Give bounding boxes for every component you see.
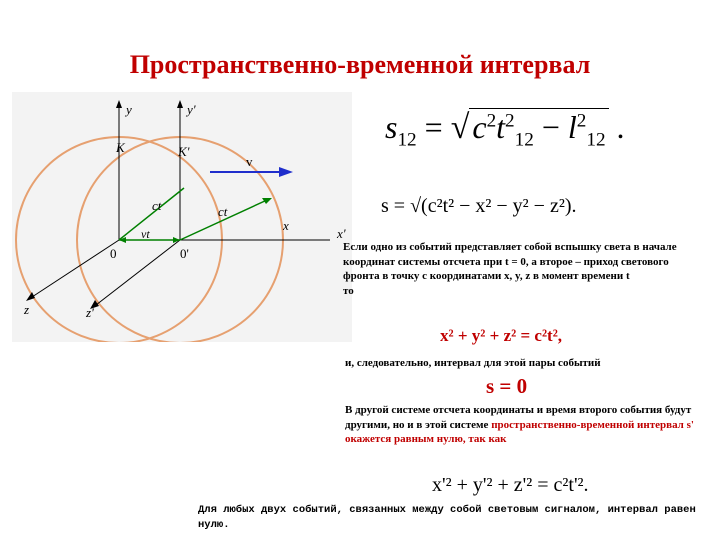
diagram-background — [12, 92, 352, 342]
label-origin: 0 — [110, 246, 117, 261]
label-ct-left: ct — [152, 198, 162, 213]
paragraph-interval: и, следовательно, интервал для этой пары событий — [345, 357, 601, 369]
lightcone-diagram — [12, 92, 352, 342]
label-y: y — [126, 102, 132, 117]
label-k: K — [116, 140, 125, 155]
label-ct-right: ct — [218, 204, 228, 219]
page-title: Пространственно-временной интервал — [129, 50, 591, 79]
formula-s12: $s_{12} = √c^2t^2_{12} - l^2_{12}$ . — [385, 109, 625, 151]
label-z-prime: z' — [86, 305, 94, 320]
label-vt: vt — [141, 227, 150, 241]
label-origin-prime: 0' — [180, 246, 189, 261]
label-x-prime: x' — [337, 226, 346, 241]
label-z: z — [24, 302, 30, 317]
label-velocity: v — [246, 154, 253, 169]
label-k-prime: K' — [178, 144, 190, 159]
formula-prime-sphere: x'² + y'² + z'² = c²t'². — [432, 474, 589, 496]
formula-s-zero: s = 0 — [486, 374, 528, 398]
formula-s: s = √(c²t² − x² − y² − z²). — [381, 195, 577, 217]
paragraph-conclusion: Для любых двух событий, связанных между собой световым сигналом, интервал равен нулю. — [198, 504, 696, 531]
paragraph-other-frame: В другой системе отсчета координаты и время второго события будут другими, но и в этой системе пространственно-временной интервал s' окажется равным нулю, так как — [345, 404, 694, 445]
label-y-prime: y' — [187, 102, 196, 117]
formula-light-sphere: x² + y² + z² = c²t², — [440, 326, 563, 345]
paragraph-flash-event: Если одно из событий представляет собой вспышку света в начале координат системы отсчета при t = 0, а второе – приход светового фронта в точку с координатами x, y, z в момент времени t то — [343, 241, 677, 297]
label-x: x — [283, 218, 289, 233]
